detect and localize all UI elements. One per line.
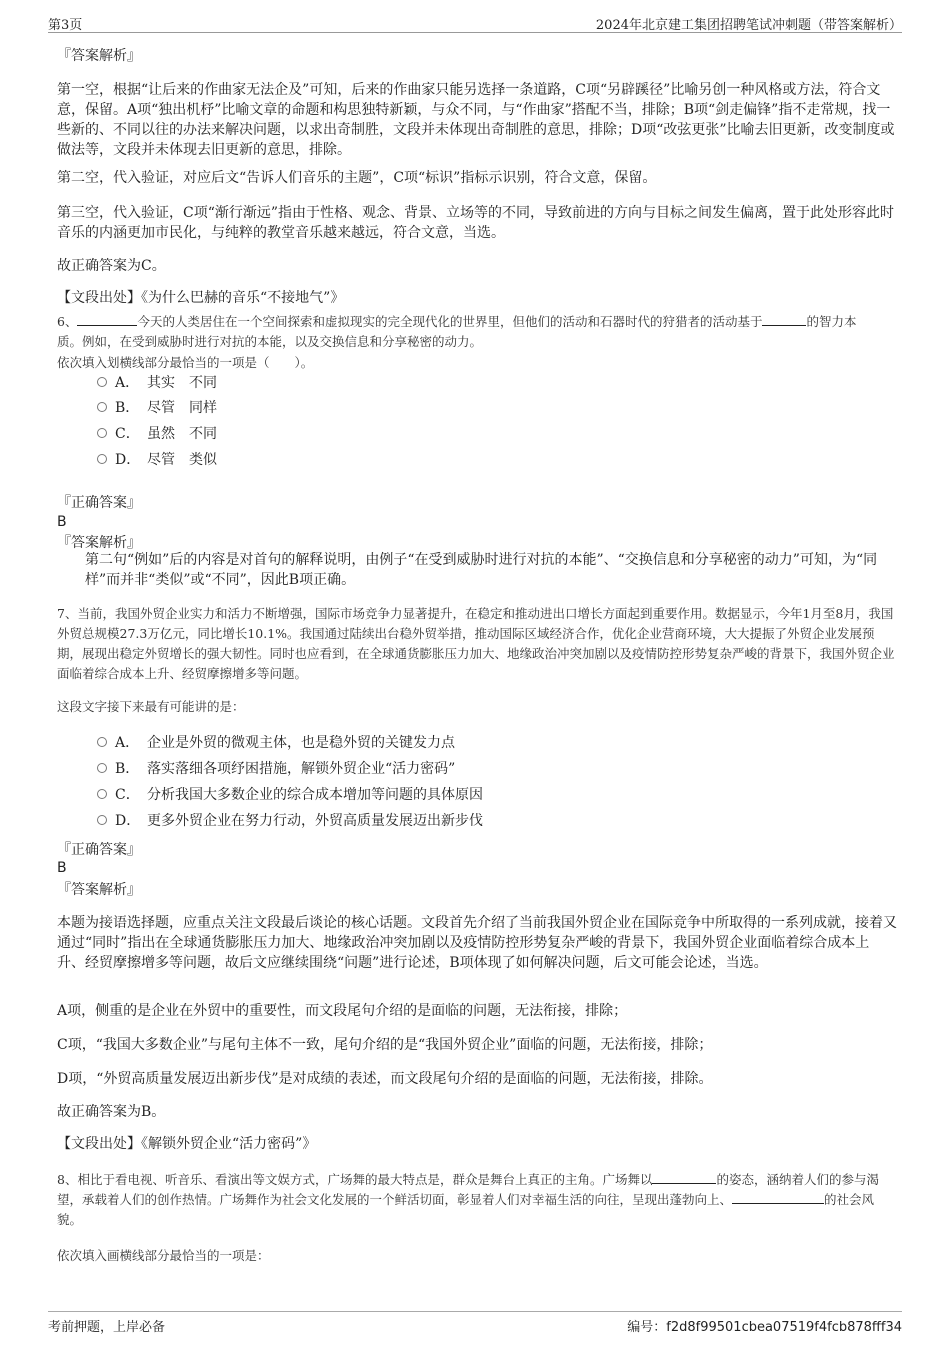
- q5-analysis-para1: 第一空，根据“让后来的作曲家无法企及”可知，后来的作曲家只能另选择一条道路，C项“另辟蹊径”比喻另创一种风格或方法，符合文意，保留。A项“独出机杼”比喻文章的命题和构思独特新颖，与众不同，与“作曲家”搭配不当，排除；B项“剑走偏锋”指不走常规，找一些新的、不同以往的办法来解决问题，以求出奇制胜，文段并未体现出奇制胜的意思，排除；D项“改弦更张”比喻去旧更新，改变制度或做法等，文段并未体现去旧更新的意思，排除。: [57, 82, 895, 158]
- q8-stem-a: 相比于看电视、听音乐、看演出等文娱方式，广场舞的最大特点是，群众是舞台上真正的主角。广场舞以: [77, 1172, 653, 1187]
- blank-2: [762, 313, 806, 326]
- q7-option-b[interactable]: B． 落实落细各项纾困措施，解锁外贸企业“活力密码”: [97, 758, 455, 780]
- footer-slogan: 考前押题，上岸必备: [48, 1320, 166, 1335]
- q6-stem-line2: 质。例如，在受到威胁时进行对抗的本能，以及交换信息和分享秘密的动力。: [57, 334, 483, 349]
- radio-icon[interactable]: [97, 815, 107, 825]
- q7-option-c[interactable]: C． 分析我国大多数企业的综合成本增加等问题的具体原因: [97, 784, 483, 806]
- q5-analysis-para2: 第二空，代入验证，对应后文“告诉人们音乐的主题”，C项“标识”指标示识别，符合文意，保留。: [57, 170, 657, 186]
- document-code: 编号：f2d8f99501cbea07519f4fcb878fff34: [627, 1320, 902, 1335]
- q8-stem-c: 的社会风貌。: [57, 1192, 875, 1227]
- q6-analysis-label: 『答案解析』: [57, 535, 141, 551]
- q6-option-d[interactable]: D． 尽管 类似: [97, 449, 217, 471]
- q8-stem-b: 的姿态，涵纳着人们的参与渴望，承载着人们的创作热情。广场舞作为社会文化发展的一个鲜活切面，彰显着人们对幸福生活的向往，呈现出蓬勃向上、: [57, 1172, 879, 1207]
- q6-option-b[interactable]: B． 尽管 同样: [97, 397, 217, 419]
- q5-analysis-para3: 第三空，代入验证，C项“渐行渐远”指由于性格、观念、背景、立场等的不同，导致前进的方向与目标之间发生偏离，置于此处形容此时音乐的内涵更加市民化，与纯粹的教堂音乐越来越远，符合文意，当选。: [57, 205, 895, 241]
- q5-source: 【文段出处】《为什么巴赫的音乐“不接地气”》: [57, 290, 345, 306]
- q6-prompt: 依次填入划横线部分最恰当的一项是（ ）。: [57, 355, 314, 370]
- q6-option-a[interactable]: A． 其实 不同: [97, 372, 217, 394]
- q6-answer-label: 『正确答案』: [57, 495, 141, 511]
- page-footer: [48, 1311, 902, 1336]
- q8-prompt: 依次填入画横线部分最恰当的一项是：: [57, 1248, 270, 1263]
- q7-stem: [57, 604, 897, 684]
- q6-stem-line1: 今天的人类居住在一个空间探索和虚拟现实的完全现代化的世界里，但他们的活动和石器时代的狩猎者的活动基于: [137, 314, 763, 329]
- q7-answer: B: [57, 860, 67, 876]
- q6-option-c[interactable]: C． 虽然 不同: [97, 423, 217, 445]
- page-number: 第3页: [48, 18, 83, 33]
- q5-analysis-label: 『答案解析』: [57, 48, 141, 64]
- q5-conclusion: 故正确答案为C。: [57, 258, 166, 274]
- q7-number: 7、: [57, 606, 78, 621]
- q8-number: 8、: [57, 1172, 78, 1187]
- radio-icon[interactable]: [97, 402, 107, 412]
- q6-answer: B: [57, 514, 67, 530]
- q7-analysis-para3: C项，“我国大多数企业”与尾句主体不一致，尾句介绍的是“我国外贸企业”面临的问题，无法衔接，排除；: [57, 1037, 713, 1053]
- q7-stem-text: 当前，我国外贸企业实力和活力不断增强，国际市场竞争力显著提升，在稳定和推动进出口增长方面起到重要作用。数据显示，今年1月至8月，我国外贸总规模27.3万亿元，同比增长10.1%。我国通过陆续出台稳外贸举措，推动国际区域经济合作，优化企业营商环境，大大提振了外贸企业发展预期，展现出稳定外贸增长的强大韧性。同时也应看到，在全球通货膨胀压力加大、地缘政治冲突加剧以及疫情防控形势复杂严峻的背景下，我国外贸企业面临着综合成本上升、经贸摩擦增多等问题。: [57, 606, 895, 681]
- radio-icon[interactable]: [97, 763, 107, 773]
- q7-analysis-para1: 本题为接语选择题，应重点关注文段最后谈论的核心话题。文段首先介绍了当前我国外贸企业在国际竞争中所取得的一系列成就，接着又通过“同时”指出在全球通货膨胀压力加大、地缘政治冲突加剧以及疫情防控形势复杂严峻的背景下，我国外贸企业面临着综合成本上升、经贸摩擦增多等问题，故后文应继续围绕“问题”进行论述，B项体现了如何解决问题，后文可能会论述，当选。: [57, 915, 897, 971]
- q7-analysis-para2: A项，侧重的是企业在外贸中的重要性，而文段尾句介绍的是面临的问题，无法衔接，排除；: [57, 1003, 628, 1019]
- page-header: [48, 12, 902, 33]
- radio-icon[interactable]: [97, 377, 107, 387]
- radio-icon[interactable]: [97, 737, 107, 747]
- q7-conclusion: 故正确答案为B。: [57, 1104, 166, 1120]
- q7-analysis-label: 『答案解析』: [57, 882, 141, 898]
- blank-1: [652, 1171, 716, 1184]
- q6-number: 6、: [57, 314, 78, 329]
- q6-analysis: 第二句“例如”后的内容是对首句的解释说明，由例子“在受到威胁时进行对抗的本能”、“交换信息和分享秘密的动力”可知，为“同样”而并非“类似”或“不同”，因此B项正确。: [85, 552, 878, 588]
- q7-source: 【文段出处】《解锁外贸企业“活力密码”》: [57, 1136, 317, 1152]
- blank-1: [77, 313, 137, 326]
- q7-answer-label: 『正确答案』: [57, 842, 141, 858]
- q7-option-d[interactable]: D． 更多外贸企业在努力行动，外贸高质量发展迈出新步伐: [97, 810, 483, 832]
- q6-stem-line1-end: 的智力本: [806, 314, 857, 329]
- blank-2: [732, 1191, 824, 1204]
- radio-icon[interactable]: [97, 789, 107, 799]
- radio-icon[interactable]: [97, 428, 107, 438]
- q6-stem: [57, 312, 897, 352]
- q7-analysis-para4: D项，“外贸高质量发展迈出新步伐”是对成绩的表述，而文段尾句介绍的是面临的问题，无法衔接，排除。: [57, 1071, 713, 1087]
- document-title: 2024年北京建工集团招聘笔试冲刺题（带答案解析）: [595, 18, 902, 33]
- radio-icon[interactable]: [97, 454, 107, 464]
- q8-stem: [57, 1170, 897, 1230]
- q7-prompt: 这段文字接下来最有可能讲的是：: [57, 699, 245, 714]
- q7-option-a[interactable]: A． 企业是外贸的微观主体，也是稳外贸的关键发力点: [97, 732, 455, 754]
